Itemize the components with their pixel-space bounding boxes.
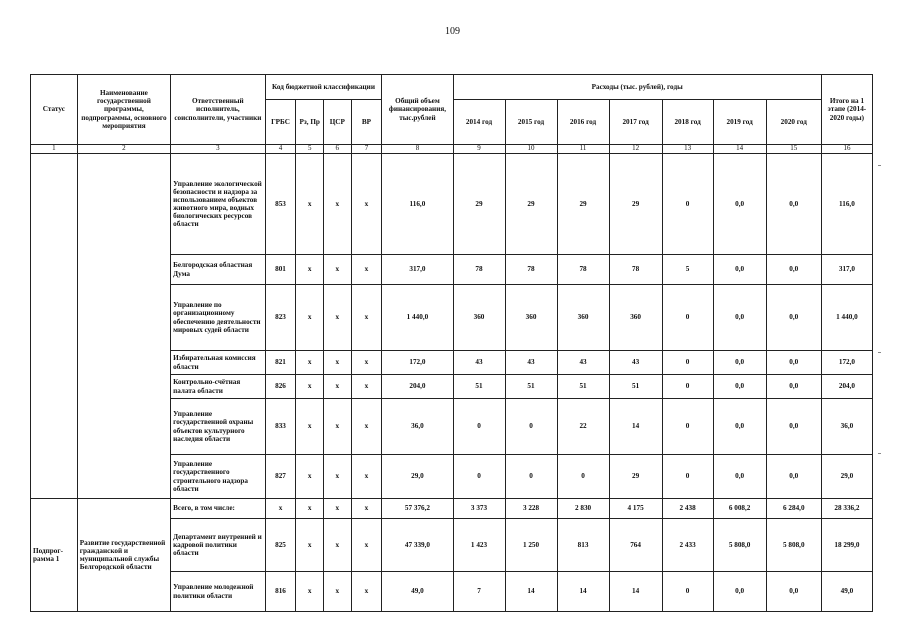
column-number: 8 [382, 145, 453, 154]
year-2016-cell: 22 [557, 399, 609, 455]
year-2018-cell: 0 [662, 285, 713, 351]
year-2015-cell: 51 [505, 375, 557, 399]
year-2020-cell: 0,0 [766, 455, 821, 499]
vr-cell: х [351, 285, 382, 351]
rzpr-cell: х [296, 255, 324, 285]
grbs-cell: х [265, 499, 296, 519]
year-2014-cell: 7 [453, 572, 505, 612]
year-2016-cell: 51 [557, 375, 609, 399]
year-2017-cell: 764 [609, 519, 662, 572]
column-number: 5 [296, 145, 324, 154]
header-vr: ВР [351, 100, 382, 145]
responsible-cell: Белгородская областная Дума [171, 255, 265, 285]
year-2014-cell: 0 [453, 399, 505, 455]
total-cell: 317,0 [382, 255, 453, 285]
stage-total-cell: 116,0 [821, 154, 872, 255]
year-2017-cell: 4 175 [609, 499, 662, 519]
year-2016-cell: 14 [557, 572, 609, 612]
year-2017-cell: 78 [609, 255, 662, 285]
year-2016-cell: 2 830 [557, 499, 609, 519]
vr-cell: х [351, 399, 382, 455]
header-budget-code: Код бюджетной классификации [265, 75, 382, 100]
year-2018-cell: 0 [662, 399, 713, 455]
year-2020-cell: 0,0 [766, 255, 821, 285]
responsible-cell: Управление государственного строительного надзора области [171, 455, 265, 499]
total-cell: 29,0 [382, 455, 453, 499]
total-cell: 116,0 [382, 154, 453, 255]
responsible-cell: Всего, в том числе: [171, 499, 265, 519]
year-2019-cell: 6 008,2 [713, 499, 766, 519]
csr-cell: х [323, 375, 351, 399]
scan-mark [878, 453, 881, 454]
year-2020-cell: 5 808,0 [766, 519, 821, 572]
grbs-cell: 821 [265, 351, 296, 375]
year-2016-cell: 813 [557, 519, 609, 572]
column-number: 10 [505, 145, 557, 154]
header-year-2020: 2020 год [766, 100, 821, 145]
year-2016-cell: 29 [557, 154, 609, 255]
year-2020-cell: 0,0 [766, 399, 821, 455]
column-number: 3 [171, 145, 265, 154]
year-2017-cell: 14 [609, 399, 662, 455]
responsible-cell: Контрольно-счётная палата области [171, 375, 265, 399]
year-2019-cell: 0,0 [713, 154, 766, 255]
stage-total-cell: 49,0 [821, 572, 872, 612]
vr-cell: х [351, 455, 382, 499]
year-2017-cell: 14 [609, 572, 662, 612]
year-2014-cell: 0 [453, 455, 505, 499]
column-number: 2 [77, 145, 170, 154]
header-year-2015: 2015 год [505, 100, 557, 145]
year-2018-cell: 0 [662, 572, 713, 612]
page-number: 109 [445, 26, 460, 37]
year-2019-cell: 0,0 [713, 572, 766, 612]
grbs-cell: 826 [265, 375, 296, 399]
csr-cell: х [323, 285, 351, 351]
stage-total-cell: 204,0 [821, 375, 872, 399]
column-number: 15 [766, 145, 821, 154]
csr-cell: х [323, 399, 351, 455]
scan-mark [878, 165, 881, 166]
year-2015-cell: 78 [505, 255, 557, 285]
responsible-cell: Департамент внутренней и кадровой политики области [171, 519, 265, 572]
year-2020-cell: 0,0 [766, 572, 821, 612]
header-year-2019: 2019 год [713, 100, 766, 145]
year-2017-cell: 29 [609, 154, 662, 255]
total-cell: 172,0 [382, 351, 453, 375]
vr-cell: х [351, 572, 382, 612]
program-cell-empty [77, 154, 170, 499]
year-2018-cell: 0 [662, 455, 713, 499]
header-expenses: Расходы (тыс. рублей), годы [453, 75, 821, 100]
rzpr-cell: х [296, 455, 324, 499]
year-2014-cell: 29 [453, 154, 505, 255]
vr-cell: х [351, 519, 382, 572]
grbs-cell: 816 [265, 572, 296, 612]
grbs-cell: 853 [265, 154, 296, 255]
vr-cell: х [351, 154, 382, 255]
total-cell: 47 339,0 [382, 519, 453, 572]
vr-cell: х [351, 375, 382, 399]
grbs-cell: 823 [265, 285, 296, 351]
budget-table [30, 74, 873, 612]
grbs-cell: 833 [265, 399, 296, 455]
year-2020-cell: 0,0 [766, 375, 821, 399]
year-2019-cell: 0,0 [713, 285, 766, 351]
year-2019-cell: 5 808,0 [713, 519, 766, 572]
column-number: 13 [662, 145, 713, 154]
year-2014-cell: 3 373 [453, 499, 505, 519]
year-2017-cell: 51 [609, 375, 662, 399]
rzpr-cell: х [296, 375, 324, 399]
subprogram-status: Подпрог-рамма 1 [31, 499, 78, 612]
header-year-2014: 2014 год [453, 100, 505, 145]
rzpr-cell: х [296, 499, 324, 519]
year-2019-cell: 0,0 [713, 375, 766, 399]
column-number: 12 [609, 145, 662, 154]
csr-cell: х [323, 572, 351, 612]
scan-mark [878, 352, 881, 353]
header-year-2017: 2017 год [609, 100, 662, 145]
year-2020-cell: 0,0 [766, 154, 821, 255]
year-2020-cell: 6 284,0 [766, 499, 821, 519]
column-number: 9 [453, 145, 505, 154]
year-2015-cell: 43 [505, 351, 557, 375]
year-2018-cell: 0 [662, 375, 713, 399]
year-2019-cell: 0,0 [713, 255, 766, 285]
rzpr-cell: х [296, 572, 324, 612]
table-row [31, 499, 873, 519]
csr-cell: х [323, 499, 351, 519]
header-year-2016: 2016 год [557, 100, 609, 145]
stage-total-cell: 1 440,0 [821, 285, 872, 351]
vr-cell: х [351, 499, 382, 519]
header-csr: ЦСР [323, 100, 351, 145]
year-2018-cell: 0 [662, 154, 713, 255]
header-rzpr: Рз, Пр [296, 100, 324, 145]
responsible-cell: Управление молодежной политики области [171, 572, 265, 612]
year-2016-cell: 78 [557, 255, 609, 285]
year-2015-cell: 360 [505, 285, 557, 351]
year-2016-cell: 43 [557, 351, 609, 375]
column-number: 11 [557, 145, 609, 154]
column-number: 1 [31, 145, 78, 154]
total-cell: 57 376,2 [382, 499, 453, 519]
year-2015-cell: 14 [505, 572, 557, 612]
header-total-funding: Общий объем финансирования, тыс.рублей [382, 75, 453, 145]
vr-cell: х [351, 255, 382, 285]
total-cell: 36,0 [382, 399, 453, 455]
year-2014-cell: 360 [453, 285, 505, 351]
column-number: 16 [821, 145, 872, 154]
rzpr-cell: х [296, 519, 324, 572]
year-2017-cell: 43 [609, 351, 662, 375]
year-2015-cell: 0 [505, 455, 557, 499]
year-2016-cell: 360 [557, 285, 609, 351]
column-number: 7 [351, 145, 382, 154]
csr-cell: х [323, 154, 351, 255]
grbs-cell: 827 [265, 455, 296, 499]
column-number: 6 [323, 145, 351, 154]
year-2015-cell: 3 228 [505, 499, 557, 519]
stage-total-cell: 29,0 [821, 455, 872, 499]
year-2019-cell: 0,0 [713, 455, 766, 499]
rzpr-cell: х [296, 351, 324, 375]
stage-total-cell: 172,0 [821, 351, 872, 375]
column-number: 4 [265, 145, 296, 154]
csr-cell: х [323, 519, 351, 572]
csr-cell: х [323, 455, 351, 499]
total-cell: 49,0 [382, 572, 453, 612]
header-stage-total: Итого на 1 этапе (2014-2020 годы) [821, 75, 872, 145]
year-2016-cell: 0 [557, 455, 609, 499]
rzpr-cell: х [296, 154, 324, 255]
responsible-cell: Управление по организационному обеспечению деятельности мировых судей области [171, 285, 265, 351]
year-2018-cell: 5 [662, 255, 713, 285]
vr-cell: х [351, 351, 382, 375]
year-2020-cell: 0,0 [766, 351, 821, 375]
year-2015-cell: 29 [505, 154, 557, 255]
stage-total-cell: 18 299,0 [821, 519, 872, 572]
stage-total-cell: 28 336,2 [821, 499, 872, 519]
header-grbs: ГРБС [265, 100, 296, 145]
year-2018-cell: 2 433 [662, 519, 713, 572]
year-2014-cell: 78 [453, 255, 505, 285]
subprogram-name: Развитие государственной гражданской и муниципальной службы Белгородской области [77, 499, 170, 612]
year-2019-cell: 0,0 [713, 399, 766, 455]
year-2019-cell: 0,0 [713, 351, 766, 375]
header-year-2018: 2018 год [662, 100, 713, 145]
year-2017-cell: 29 [609, 455, 662, 499]
year-2018-cell: 2 438 [662, 499, 713, 519]
year-2014-cell: 43 [453, 351, 505, 375]
header-program-name: Наименование государственной программы, подпрограммы, основного мероприятия [77, 75, 170, 145]
total-cell: 204,0 [382, 375, 453, 399]
grbs-cell: 801 [265, 255, 296, 285]
responsible-cell: Управление экологической безопасности и надзора за использованием объектов животного мира, водных биологических ресурсов области [171, 154, 265, 255]
year-2017-cell: 360 [609, 285, 662, 351]
table-row [31, 154, 873, 255]
stage-total-cell: 36,0 [821, 399, 872, 455]
column-number-row [31, 145, 873, 154]
year-2018-cell: 0 [662, 351, 713, 375]
column-number: 14 [713, 145, 766, 154]
year-2014-cell: 51 [453, 375, 505, 399]
year-2014-cell: 1 423 [453, 519, 505, 572]
stage-total-cell: 317,0 [821, 255, 872, 285]
header-status: Статус [31, 75, 78, 145]
responsible-cell: Избирательная комиссия области [171, 351, 265, 375]
total-cell: 1 440,0 [382, 285, 453, 351]
status-cell-empty [31, 154, 78, 499]
rzpr-cell: х [296, 399, 324, 455]
year-2015-cell: 0 [505, 399, 557, 455]
grbs-cell: 825 [265, 519, 296, 572]
csr-cell: х [323, 351, 351, 375]
csr-cell: х [323, 255, 351, 285]
responsible-cell: Управление государственной охраны объектов культурного наследия области [171, 399, 265, 455]
year-2020-cell: 0,0 [766, 285, 821, 351]
rzpr-cell: х [296, 285, 324, 351]
year-2015-cell: 1 250 [505, 519, 557, 572]
header-responsible: Ответственный исполнитель, соисполнители, участники [171, 75, 265, 145]
